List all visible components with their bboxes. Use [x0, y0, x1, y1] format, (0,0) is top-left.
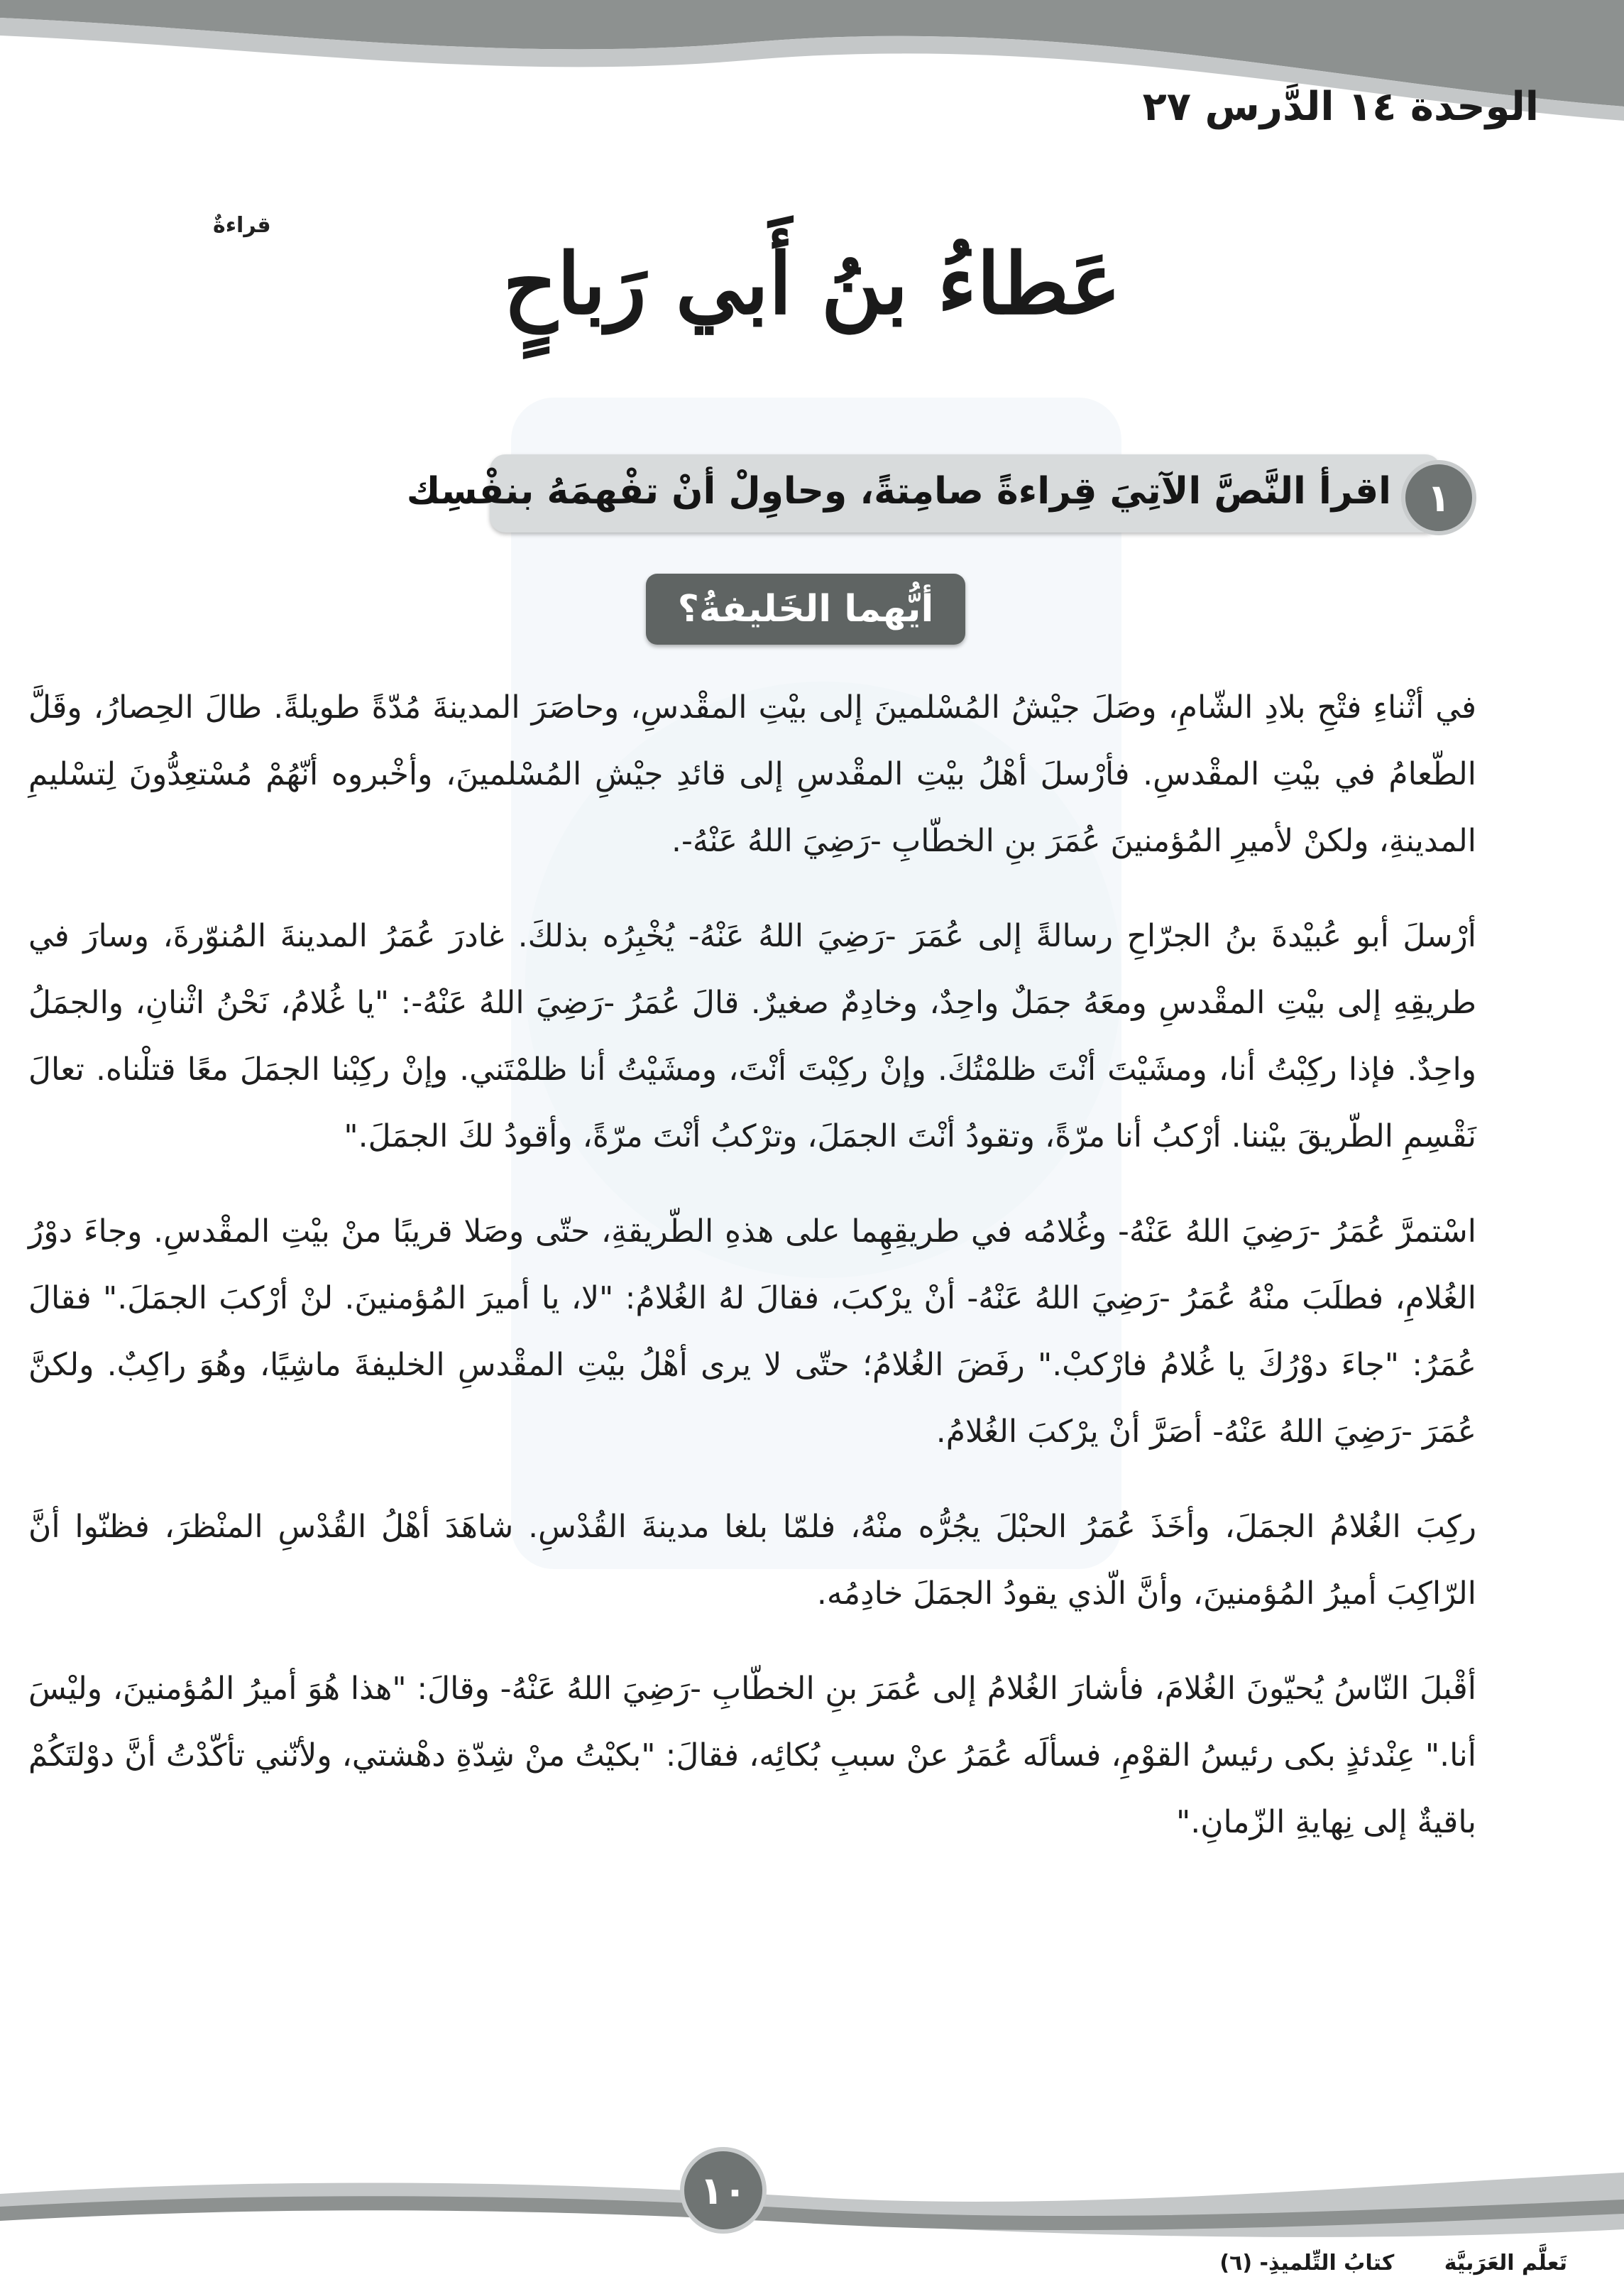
passage-paragraph-5: أقْبلَ النّاسُ يُحيّونَ الغُلامَ، فأشارَ الغُلامُ إلى عُمَرَ بنِ الخطّابِ -رَضِيَ اللهُ عَنْهُ- وقالَ: "هذا هُوَ أميرُ المُؤمنينَ، وليْسَ أنا." عِنْدئذٍ بكى رئيسُ القوْمِ، فسألَه عُمَرُ عنْ سببِ بُكائِه، فقالَ: "بكيْتُ منْ شِدّةِ دهْشتي، ولأنّني تأكّدْتُ أنَّ دوْلتَكُمْ باقيةٌ إلى نِهايةِ الزّمانِ.": [28, 1671, 1476, 1840]
section-label: قراءةٌ: [213, 213, 271, 238]
instruction-number-badge: ١: [1401, 460, 1476, 535]
footer-book-info: [1177, 2251, 1567, 2276]
passage-paragraph-3: اسْتمرَّ عُمَرُ -رَضِيَ اللهُ عَنْهُ- وغُلامُه في طريقِهِما على هذهِ الطّريقةِ، حتّى وصَلا قريبًا منْ بيْتِ المقْدسِ. وجاءَ دوْرُ الغُلامِ، فطلَبَ منْهُ عُمَرُ -رَضِيَ اللهُ عَنْهُ- أنْ يرْكبَ، فقالَ لهُ الغُلامُ: "لا، يا أميرَ المُؤمنينَ. لنْ أرْكبَ الجمَلَ." فقالَ عُمَرُ: "جاءَ دوْرُكَ يا غُلامُ فارْكبْ." رفَضَ الغُلامُ؛ حتّى لا يرى أهْلُ بيْتِ المقْدسِ الخليفةَ ماشِيًا، وهُوَ راكِبٌ. ولكنَّ عُمَرَ -رَضِيَ اللهُ عَنْهُ- أصَرَّ أنْ يرْكبَ الغُلامُ.: [28, 1213, 1476, 1450]
story-subtitle: أيُّهما الخَليفةُ؟: [646, 574, 965, 645]
footer-book-title: كتابُ التِّلميذِ- (٦): [1219, 2251, 1395, 2276]
lesson-title: عَطاءُ بنُ أَبي رَباحٍ: [503, 234, 1121, 333]
passage-paragraph-2: أرْسلَ أبو عُبيْدةَ بنُ الجرّاحِ رسالةً إلى عُمَرَ -رَضِيَ اللهُ عَنْهُ- يُخْبِرُه بذلكَ. غادرَ عُمَرُ المدينةَ المُنوّرةَ، وسارَ في طريقِهِ إلى بيْتِ المقْدسِ ومعَهُ جمَلٌ واحِدٌ، وخادِمٌ صغيرٌ. قالَ عُمَرُ -رَضِيَ اللهُ عَنْهُ-: "يا غُلامُ، نَحْنُ اثْنانِ، والجمَلُ واحِدٌ. فإذا ركِبْتُ أنا، ومشَيْتَ أنْتَ ظلمْتُكَ. وإنْ ركِبْتَ أنْتَ، ومشَيْتُ أنا ظلمْتَني. وإنْ ركِبْنا الجمَلَ معًا قتلْناه. تعالَ نَقْسِمِ الطّريقَ بيْننا. أرْكبُ أنا مرّةً، وتقودُ أنْتَ الجمَلَ، وترْكبُ أنْتَ مرّةً، وأقودُ لكَ الجمَلَ.": [28, 918, 1476, 1154]
passage-paragraph-1: في أثْناءِ فتْحِ بلادِ الشّامِ، وصَلَ جيْشُ المُسْلمينَ إلى بيْتِ المقْدسِ، وحاصَرَ المدينةَ مُدّةً طويلةً. طالَ الحِصارُ، وقَلَّ الطّعامُ في بيْتِ المقْدسِ. فأرْسلَ أهْلُ بيْتِ المقْدسِ إلى قائدِ جيْشِ المُسْلمينَ، وأخْبروه أنّهُمْ مُسْتعِدُّونَ لِتسْليمِ المدينةِ، ولكنْ لأميرِ المُؤمنينَ عُمَرَ بنِ الخطّابِ -رَضِيَ اللهُ عَنْهُ-.: [28, 689, 1476, 859]
page-number-badge: ١٠: [680, 2147, 767, 2234]
passage-paragraph-4: ركِبَ الغُلامُ الجمَلَ، وأخَذَ عُمَرُ الحبْلَ يجُرُّه منْهُ، فلمّا بلغا مدينةَ القُدْسِ. شاهَدَ أهْلُ القُدْسِ المنْظرَ، فظنّوا أنَّ الرّاكِبَ أميرُ المُؤمنينَ، وأنَّ الّذي يقودُ الجمَلَ خادِمُه.: [28, 1509, 1476, 1612]
footer-series-title: تَعلَّم العَرَبيَّة: [1444, 2251, 1567, 2276]
instruction-bar: [406, 454, 1451, 532]
unit-lesson-header: الوحدة ١٤ الدَّرس ٢٧: [1142, 84, 1539, 130]
reading-passage: [28, 674, 1476, 1884]
instruction-text: اقرأ النَّصَّ الآتِيَ قِراءةً صامِتةً، وحاوِلْ أنْ تفْهمَهُ بنفْسِك: [406, 470, 1391, 513]
